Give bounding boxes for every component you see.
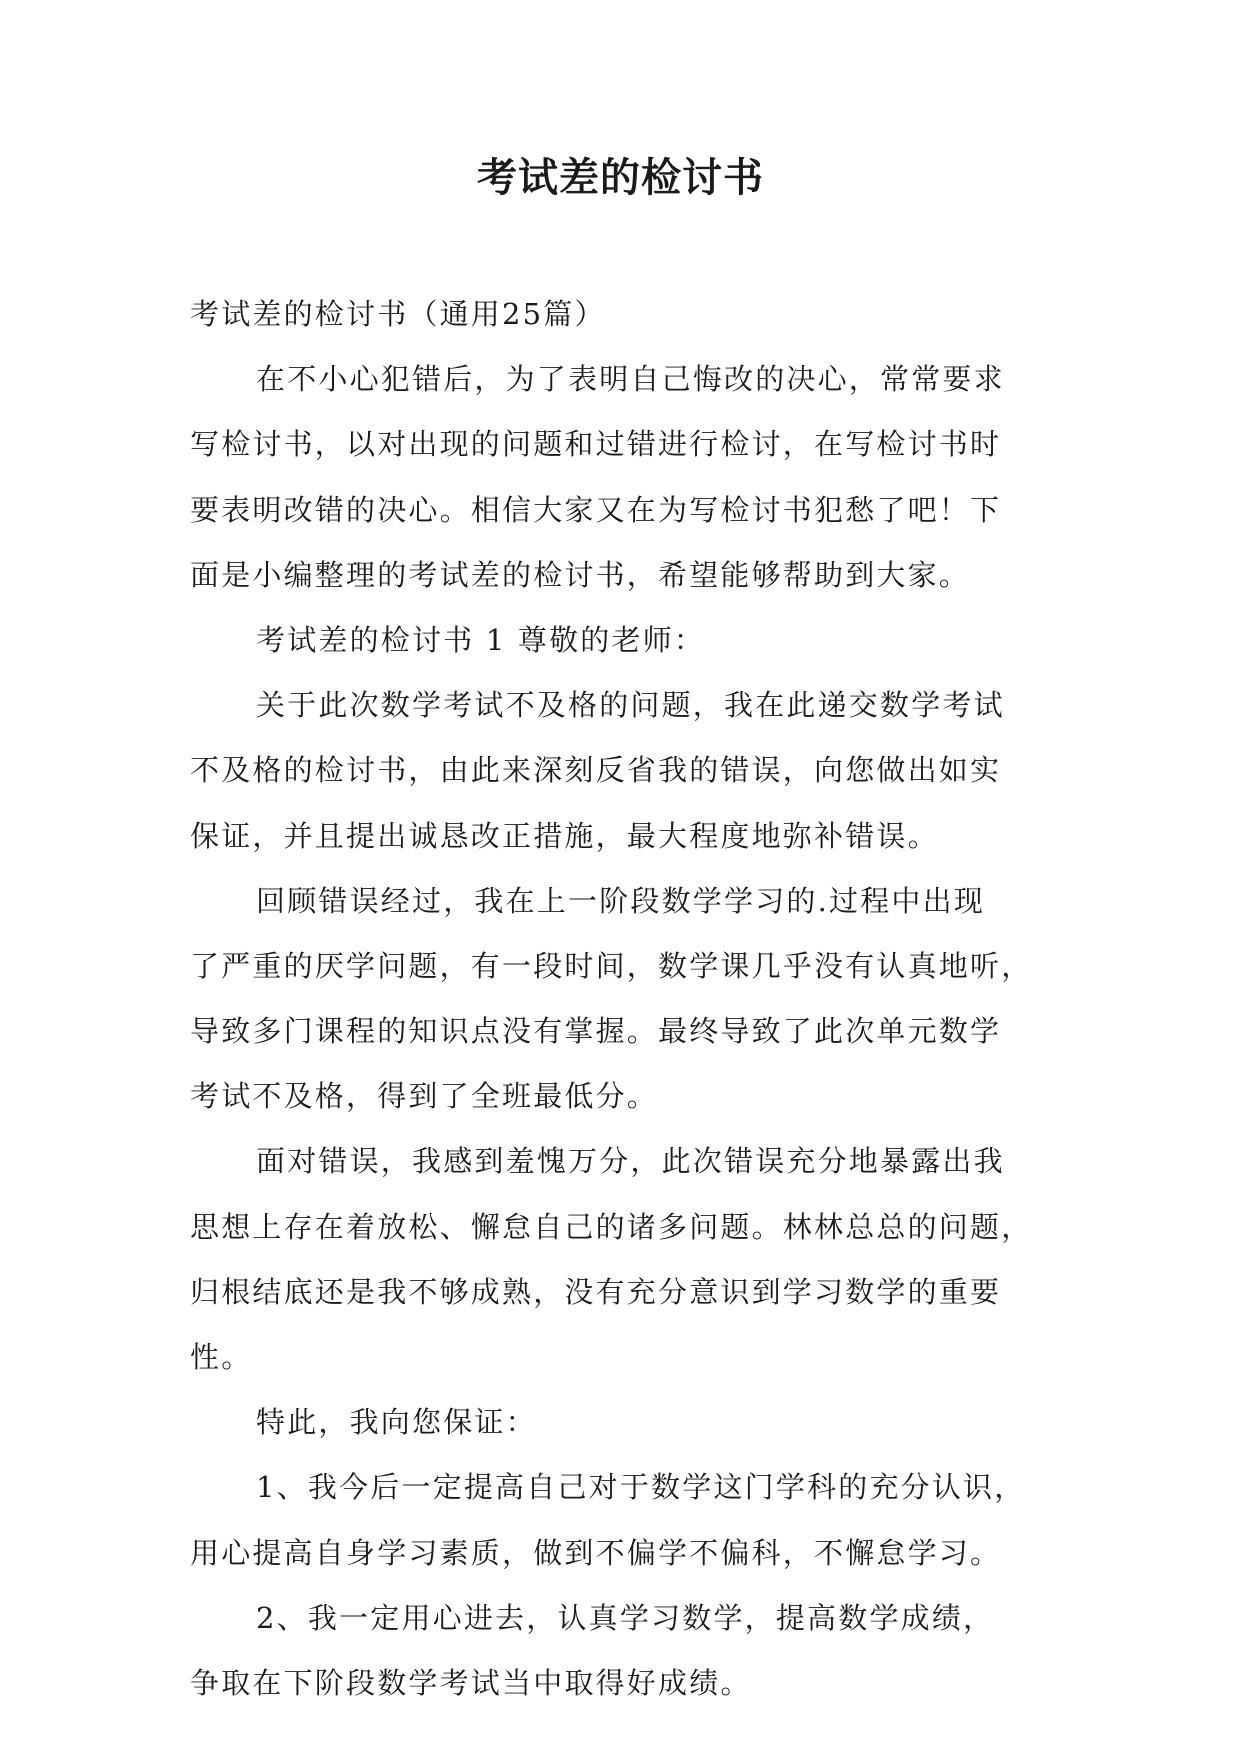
paragraph-line: 思想上存在着放松、懈怠自己的诸多问题。林林总总的问题， <box>190 1209 1033 1244</box>
subtitle-line: 考试差的检讨书（通用25篇） <box>190 297 606 331</box>
paragraph-line: 面对错误，我感到羞愧万分，此次错误充分地暴露出我 <box>256 1144 1005 1179</box>
list-item-line: 1、我今后一定提高自己对于数学这门学科的充分认识， <box>256 1470 1026 1505</box>
paragraph-line: 了严重的厌学问题，有一段时间，数学课几乎没有认真地听， <box>190 948 1033 983</box>
list-item-line: 争取在下阶段数学考试当中取得好成绩。 <box>190 1665 752 1700</box>
paragraph-line: 特此，我向您保证： <box>256 1405 537 1440</box>
document-body <box>190 282 1050 1716</box>
paragraph-line: 不及格的检讨书，由此来深刻反省我的错误，向您做出如实 <box>190 753 1002 788</box>
paragraph-line: 归根结底还是我不够成熟，没有充分意识到学习数学的重要 <box>190 1274 1002 1309</box>
section-heading-line: 考试差的检讨书 1 尊敬的老师： <box>256 622 706 657</box>
list-item-line: 2、我一定用心进去，认真学习数学，提高数学成绩， <box>256 1600 995 1635</box>
list-item-line: 用心提高自身学习素质，做到不偏学不偏科，不懈怠学习。 <box>190 1535 1002 1570</box>
paragraph-line: 回顾错误经过，我在上一阶段数学学习的.过程中出现 <box>256 883 986 918</box>
paragraph-line: 关于此次数学考试不及格的问题，我在此递交数学考试 <box>256 688 1005 723</box>
paragraph-line: 在不小心犯错后，为了表明自己悔改的决心，常常要求 <box>256 362 1005 397</box>
paragraph-line: 写检讨书，以对出现的问题和过错进行检讨，在写检讨书时 <box>190 427 1002 462</box>
document-title: 考试差的检讨书 <box>477 155 764 201</box>
paragraph-line: 保证，并且提出诚恳改正措施，最大程度地弥补错误。 <box>190 818 939 853</box>
paragraph-line: 要表明改错的决心。相信大家又在为写检讨书犯愁了吧！下 <box>190 492 1002 527</box>
paragraph-line: 面是小编整理的考试差的检讨书，希望能够帮助到大家。 <box>190 557 971 592</box>
paragraph-line: 考试不及格，得到了全班最低分。 <box>190 1079 659 1114</box>
paragraph-line: 导致多门课程的知识点没有掌握。最终导致了此次单元数学 <box>190 1014 1002 1049</box>
paragraph-line: 性。 <box>190 1340 253 1374</box>
